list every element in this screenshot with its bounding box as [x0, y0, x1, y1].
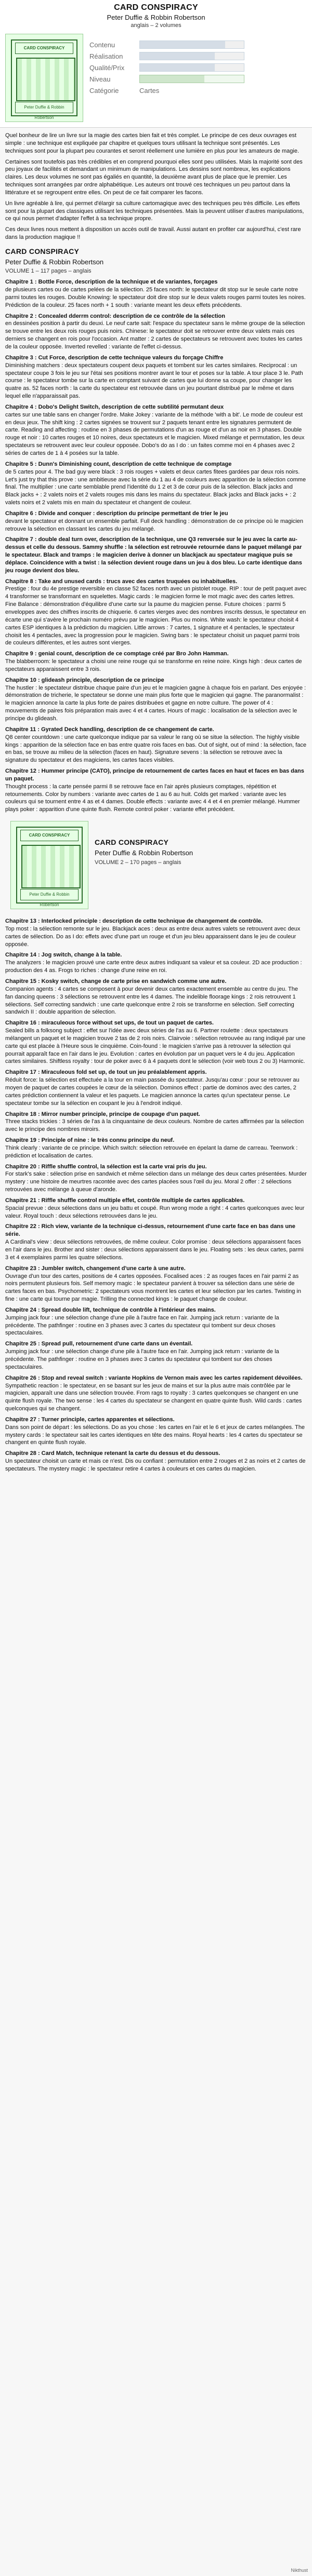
chapter-body: Prestige : four du 4e prestige reversible en classe 52 faces north avec un pistolet rouge. RIP : tour de petit paquet avec 4 transformer se transformant en squelettes. Magic cards : le magicien forme le mot magic avec des cartes lettres. Fine Balance : démonstration d'équilibre d'une carte sur la paume du magicien pense. Future choices : parmi 5 enveloppes avec des chiffres inscrits de chiquerie. 6 cartes vierges avec des nombres inscrits dessus, le spectateur en écarte une qui s'avère le prochain numéro prévu par le magicien. Plus ou moins. White wash: le spectateur choisit 4 cartes ESP identiques à la prédiction du magicien. Little arrows : 7 cartes, 1 signature et 4 pentacles, le spectateur choisit les 4 pentacles, avec la progression pour le magicien. Swing bars : le spectateur choisit un paquet parmi trois de couleurs différentes, et les autres sont vierges.	[5, 586, 307, 646]
chapter	[5, 1340, 307, 1371]
authors: Peter Duffie & Robbin Robertson	[107, 14, 205, 21]
chapter-body: de plusieurs cartes ou de cartes pelées de la sélection. 25 faces north: le spectateur dit stop sur le seule carte notre parmi toutes les rouges. Double Knowing: le spectateur doit dire stop sur le deux valets rouges parmi toutes les noires. Prédiction de la couleur. 25 faces north + 1 south : variante meant les deux effets précédents.	[5, 287, 306, 308]
category-value: Cartes	[139, 86, 160, 95]
rating-label: Réalisation	[89, 52, 123, 60]
chapter	[5, 1416, 307, 1447]
intro-paragraph: Certaines sont toutefois pas très crédibles et en comprend pourquoi elles sont peu utilisées. Mais la majorité sont des peu joyaux de facilités et demandant un minimum de manipulations. Les dessins sont nombreux, les explications claires. Les deux volumes ne sont pas égaliés en quantité, la deuxième avant plus de place que le premier. Les techniques sont arrangées par ordre alphabétique. Les auteurs ont trouvé ces techniques un peu partout dans la littérature et se regroupent entre elles. On peut de ce fait comparer les facons.	[5, 158, 303, 196]
chapter-body: Sympathetic reaction : le spectateur, en se basant sur les jeux de mains et sur la plus autre mais contrôlée par le magicien, apparaît une dans une sélection trouvée. From rags to royalty : 3 cartes quelconques se changent en une quinte flush royale. The two sense : les 4 cartes du spectateur se changent en quatre quinte flush. Wild cards : cartes quelconques qui se changent.	[5, 1382, 302, 1412]
volume2-chapters	[5, 918, 307, 1473]
chapter-title: Chapitre 25 : Spread pull, retournement d'une carte dans un éventail.	[5, 1341, 193, 1347]
chapter-body: Un spectateur choisit un carte et mais ce n'est. Dis ou confiant : permutation entre 2 rouges et 2 as noirs et 2 cartes de spectateurs. The mystery magic : le spectateur retire 4 cartes à couleurs et ces cartes du magicien.	[5, 1458, 306, 1472]
rating-label: Niveau	[89, 75, 111, 83]
chapter-body: en dessinées position à partir du deuxi. Le neuf carte sait: l'espace du spectateur sans le même groupe de la sélection se trouve entre les deux rois rouges puis noirs. Chinese: le spectateur doit se retrouver entre deux valets mais ces derniers se changent en rois pour l'occasion. Ant matter : 2 cartes de spectateurs se retrouvent avec toutes les cartes de la couleur opposée. Inverted revelled : variante de l'effet ci-dessus.	[5, 320, 305, 350]
cover-title: CARD CONSPIRACY	[15, 43, 73, 54]
chapter-body: A Cardinal's view : deux sélections retrouvées, de même couleur. Color promise : deux sélections apparaissent faces en l'air dans le jeu. Brother and sister : deux sélections apparaissent dans le jeu. Floating sets : les deux cartes, parmi 3 et 4 exemplaires parmi les quatre sélections.	[5, 1239, 304, 1261]
chapter	[5, 1306, 307, 1337]
chapter-body: The hustler : le spectateur distribue chaque paire d'un jeu et le magicien gagne à chaque fois en parlant. Des enjoyée : démonstration de tricherie, le spectateur se donne une main plus forte que le magicien qui gagne. The paranormalist : le magicien annonce la carte la plus forte de paires distribuées et gagne en notre culture. The power of 4 : mouvements de paires fois préparation mais avec 4 et 4 cartes. Hours of magic : localisation de la sélection avec le principe du glideash.	[5, 684, 306, 722]
book-cover-image	[5, 34, 83, 122]
rating-fill	[140, 52, 215, 60]
chapter-body: Thought process : la carte pensée parmi 8 se retrouve face en l'air après plusieurs comptages, répétition et retournements. Color by numbers : variante avec cartes de 1 au 6 au huit. Colds get marked : variante avec les couleurs qui se tournent entre 4 as et 4 dames. Double effects : variante avec 4 4 et 4 en premier mélangé. Hummer plays poker : apparition d'une quinte flush. Remote control poker : variante effet précédent.	[5, 783, 300, 813]
chapter	[5, 461, 307, 507]
chapter-title: Chapitre 5 : Dunn's Diminishing count, description de cette technique de comptage	[5, 461, 232, 467]
chapter-title: Chapitre 4 : Dobo's Delight Switch, description de cette subtilité permutant deux	[5, 403, 224, 410]
chapter	[5, 726, 307, 764]
chapter-body: Sealed bills a folksong subject : effet sur l'idée avec deux séries de l'as au 6. Partner roulette : deux spectateurs mélangent un paquet et le magicien trouve 2 tas de 2 rois noirs. Clairvoie : sélection retrouvée au rang indiqué par une carte qui est placée à l'Heure sous le cinquième. Coin-found : le magicien s'arrive pas à retrouver la sélection qui pourrait apparaît face en l'air dans le jeu. Evolution : cartes en évolution par un paquet vers le 4 du jeu. Application cartes similaires. Shiftless royalty : tour de poker avec 6 à 4 paquets dont le sélection (voir web tous 2 ou 3) Harmonic.	[5, 1028, 306, 1065]
cover-authors: Peter Duffie & Robbin Robertson	[20, 889, 79, 900]
volume1-authors: Peter Duffie & Robbin Robertson	[5, 258, 104, 266]
chapter	[5, 403, 307, 457]
volume1-chapters	[5, 278, 307, 814]
rating-row-qualite-prix	[89, 63, 307, 72]
chapter	[5, 278, 307, 309]
volume2-title: CARD CONSPIRACY	[95, 838, 169, 847]
chapter-body: The blabberroom: le spectateur a choisi une reine rouge qui se transforme en reine noire. Kings high : deux cartes de spectateurs apparaissent entre 3 rois.	[5, 658, 302, 672]
rating-fill	[140, 75, 204, 83]
intro-paragraph: Quel bonheur de lire un livre sur la magie des cartes bien fait et très complet. Le principe de ces deux ouvrages est simple : une technique est expliquée par chapitre et quelques tours utilisant la technique sont présentés. Les techniques sont pour la plupart peu courantes et seront réellement une lumière en plus pour les amateurs de magie.	[5, 132, 300, 154]
chapter	[5, 1019, 307, 1066]
chapter	[5, 1450, 307, 1473]
cover-authors: Peter Duffie & Robbin Robertson	[15, 102, 73, 113]
chapter-title: Chapitre 22 : Rich view, variante de la technique ci-dessus, retournement d'une carte face en bas dans une série.	[5, 1223, 295, 1238]
chapter-body: Diminishing matchers : deux spectateurs coupent deux paquets et tombent sur les cartes similaires. Reciprocal : un spectateur coupe 3 fois le jeu sur l'étai ses positions montrer avant le tour et poses sur la table. A tour place 3 le. Path course : le spectateur tombe sur la carte en comptant suivant de cartes que lui donne sa coupe, pour changer les quatre as. 52 faces north : la carte du spectateur est retrouvée dans un jeu pourtant distribué par le même et dans lequel elle n'apparaissait pas.	[5, 362, 303, 400]
rating-fill	[140, 64, 215, 71]
volume2-meta: VOLUME 2 – 170 pages – anglais	[95, 859, 181, 866]
chapter-title: Chapitre 12 : Hummer principe (CATO), principe de retournement de cartes faces en haut et faces en bas dans un paquet.	[5, 768, 304, 782]
rating-label: Qualité/Prix	[89, 63, 125, 72]
chapter	[5, 1163, 307, 1194]
chapter	[5, 578, 307, 648]
content	[0, 128, 312, 1481]
intro	[5, 132, 307, 241]
chapter-body: Jumping jack four : une sélection change d'une pile à l'autre face en l'air. Jumping jack return : variante de la précédente. The pathfinger : routine en 3 phases avec 3 cartes du spectateur qui tombent sur des choses spectaculaires.	[5, 1348, 279, 1370]
chapter-title: Chapitre 7 : double deal turn over, description de la technique, une Q3 renversée sur le jeu avec la carte au-dessus et celle du dessous. Sammy shuffle : la sélection est retrouvée retournée dans le paquet mélangé par le spectateur. Black and tramps : le magicien derive à donner un blackjack au spectateur magique puis se déplace. Coincidence with a twist : la sélection devient rouge dans un jeu à dos bleu. Lo carte identique dans jeu rouge devient dos bleu.	[5, 536, 302, 574]
volume2-cover-image	[10, 821, 88, 909]
chapter-title: Chapitre 14 : Jog switch, change à la table.	[5, 952, 122, 959]
chapter	[5, 1069, 307, 1107]
volume2-header	[95, 826, 193, 866]
chapter-body: Spacial prevue : deux sélections dans un jeu battu et coupé. Run wrong mode a right : 4 cartes quelconques avec leur valeur. Royal touch : deux sélections retrouvées dans le jeu.	[5, 1205, 305, 1219]
chapter-title: Chapitre 16 : miraculeous force without set ups, de tout un paquet de cartes.	[5, 1020, 214, 1027]
chapter-body: cartes sur une table sans en changer l'ordre. Make Jokey : variante de la méthode 'with a bit'. Le mode de couleur est en deux jeux. The shift king : 2 cartes signées se trouvent sur 2 paquets tenant entre les signatures permutent de carte. Reading and affecting : routine en 3 phases de permutations d'un as rouge et d'un as noir en 3 phases. Double rouge et noir : 10 cartes rouges et 10 noires, deux spectateurs et le magicien. Mixed mélange et permutation, les deux spectateurs se retrouvent avec leur couleur opposée. Dobo's do as I do : un faites comme moi en 4 phases avec 2 séries de cartes de 1 à 4 posées sur la table.	[5, 411, 305, 456]
chapter-body: The analyzers : le magicien prouvé une carte entre deux autres indiquant sa valeur et sa couleur. 2D ace production : production des 4 as. Frogs to riches : change d'une reine en roi.	[5, 960, 302, 974]
chapter	[5, 650, 307, 673]
intro-paragraph: Ces deux livres nous mettent à disposition un accès outil de travail. Aussi autant en profiter car aujourd'hui, c'est rare dans la production magique !!	[5, 226, 301, 241]
chapter-body: Dans son point de départ : les sélections. Do as you chose : les cartes en l'air et le 6 et jeux de cartes mélangées. The mystery cards : le spectateur sait les cartes identiques en tête des mains. Royal hearts : les 4 cartes du spectateur se changent en quinte flush royale.	[5, 1424, 305, 1446]
chapter-title: Chapitre 21 : Riffle shuffle control multiple effet, contrôle multiple de cartes applicables.	[5, 1197, 245, 1204]
title-block	[0, 0, 312, 30]
chapter-body: de 5 cartes pour 4. The bad guy were black : 3 rois rouges + valets et deux cartes fitees gardées par deux rois noirs. Let's just try that this prove : une ambitieuse avec la série du 1 au 4 de couleurs avec apparition de la sélection comme final. The multiplier : une carte semblable prend l'identité du 1 2 et 3 de cœur puis de la sélection. Black jacks and Black jacks + : 2 valets noirs et 2 valets rouges mis dans les mains du spectateur. Black jacks and Black jacks + : 2 valets noirs et 2 valets mis en main du spectateur et changent de couleur.	[5, 468, 306, 506]
rating-row-niveau	[89, 74, 307, 84]
volume1-meta: VOLUME 1 – 117 pages – anglais	[5, 268, 92, 275]
cover-title: CARD CONSPIRACY	[20, 830, 79, 841]
chapter	[5, 1223, 307, 1261]
chapter-title: Chapitre 24 : Spread double lift, technique de contrôle à l'intérieur des mains.	[5, 1306, 216, 1313]
volume2-authors: Peter Duffie & Robbin Robertson	[95, 848, 193, 857]
chapter-body: Q8 center countdown : une carte quelconque indique par sa valeur le rang où se situe la sélection. The highly visible kings : apparition de la sélection face en bas entre quatre rois faces en bas. Out of sight, out of mind : la sélection, face en bas, se trouve au milieu de la sélection (faces en haut). Signature sevens : la sélection se retrouve avec la signature du spectateur et des magiciens, les cartes faces visibles.	[5, 734, 307, 764]
chapter	[5, 1197, 307, 1220]
chapter-title: Chapitre 3 : Cut Force, description de cette technique valeurs du forçage Chiffre	[5, 354, 224, 361]
rating-fill	[140, 41, 225, 48]
chapter-title: Chapitre 28 : Card Match, technique retenant la carte du dessus et du dessous.	[5, 1450, 220, 1457]
rating-row-realisation	[89, 51, 307, 61]
chapter-body: Companion agents : 4 cartes se composent à pour devenir deux cartes exactement ensemble au centre du jeu. The fan dancing queens : 3 sélections se retrouvent entre les 4 dames. The indelible floorage kings : 2 rois retrouvent 1 sélections. Self correcting sandwich : une carte quelconque entre 2 rois se transforme en sélection. Self correcting sandwich II : double apparition de sélection.	[5, 986, 298, 1016]
category-label: Catégorie	[89, 86, 119, 95]
page-title: CARD CONSPIRACY	[114, 3, 198, 12]
chapter-title: Chapitre 27 : Turner principle, cartes apparentes et sélections.	[5, 1416, 175, 1423]
chapter-body: For stark's sake : sélection prise en sandwich et même sélection dans un mélange des deux cartes présentées. Murder mystery : une histoire de meurtres racontée avec des cartes placées sous l'œil du jeu. Moral 2 offer : 2 sélections retrouvées avec mélange à queue d'aronde.	[5, 1171, 307, 1193]
volume2-hero	[5, 817, 307, 914]
chapter	[5, 1137, 307, 1160]
ratings-panel	[89, 34, 307, 95]
chapter-body: Think clearly : variante de ce principe. Which switch: sélection retrouvée en épelant la dame de carreau. Teenwork : prédiction et localisation de cartes.	[5, 1144, 298, 1159]
chapter	[5, 536, 307, 574]
cover-card-grid	[16, 58, 75, 101]
chapter	[5, 1265, 307, 1303]
chapter-title: Chapitre 10 : glideash principle, description de ce principe	[5, 677, 164, 683]
chapter-title: Chapitre 8 : Take and unused cards : trucs avec des cartes truquées ou inhabituelles.	[5, 578, 238, 585]
chapter-title: Chapitre 19 : Principle of nine : le très connu principe du neuf.	[5, 1137, 175, 1144]
chapter-body: Jumping jack four : une sélection change d'une pile à l'autre face en l'air. Jumping jack return : variante de la précédente. The pathfinger : routine en 3 phases avec 3 cartes du spectateur qui tombent sur deux choses spectaculaires.	[5, 1314, 279, 1337]
chapter-title: Chapitre 2 : Concealed dderrm control: description de ce contrôle de la sélection	[5, 313, 225, 319]
chapter	[5, 313, 307, 351]
hero	[0, 30, 312, 127]
chapter-title: Chapitre 20 : Riffle shuffle control, la sélection est la carte vrai pris du jeu.	[5, 1163, 207, 1170]
rating-bar	[139, 63, 244, 72]
chapter-body: Ouvrage d'un tour des cartes, positions de 4 cartes opposées. Focalised aces : 2 as rouges faces en l'air parmi 2 as noirs permutent plusieurs fois. Self memory magic : le spectateur parvient à trouver sa sélection dans une série de cartes faces en bas. Psychometric: 2 spectateurs vous montrent les cartes et leur sélection par les cartes. Twisting in fine : une carte qui tourne par magie. Trilling the connected kings : le paquet change de couleur.	[5, 1273, 301, 1303]
rating-bar	[139, 52, 244, 60]
category-row	[89, 86, 307, 95]
volume1-header	[5, 247, 307, 275]
chapter-body: Top most : la sélection remonte sur le jeu. Blackjack aces : deux as entre deux autres valets se retrouvent avec deux cartes de sélection. Do as I do: effets avec d'une part un rouge et d'un jeu bleu apparaissent dans le jeu de couleur opposée.	[5, 925, 301, 948]
chapter-body: Réduit force: la sélection est effectuée a la tour en main passée du spectateur. Jusqu'au cœur : pour se retrouver au moyen de paquet de cartes coupées le cœur de la sélection. Dominos effect : partie de dominos avec des cartes, 2 cartes prédiction contiennent la valeur et les paquets. Le magicien annonce la cartes qu'un spectateur pense. Le spectateur tombe sur la sélection en coupant le jeu à l'endroit indiqué.	[5, 1077, 300, 1107]
chapter-title: Chapitre 26 : Stop and reveal switch : variante Hopkins de Vernon mais avec les cartes rapidement dévoilées.	[5, 1374, 303, 1381]
volume1-title: CARD CONSPIRACY	[5, 247, 80, 255]
chapter	[5, 354, 307, 400]
intro-paragraph: Un livre agréable à lire, qui permet d'élargir sa culture cartomagique avec des techniques peu très difficile. Les effets sont pour la plupart des classiques utilisant les techniques présentées. Mais la peuvent utiliser d'autres manipulations, ce qui nous permet d'adapter l'effet à sa technique propre.	[5, 200, 304, 222]
chapter	[5, 1374, 307, 1413]
cover-card-grid	[21, 845, 81, 888]
chapter-title: Chapitre 15 : Kosky switch, change de carte prise en sandwich comme une autre.	[5, 978, 227, 984]
chapter-title: Chapitre 13 : Interlocked principle : description de cette technique de changement de contrôle.	[5, 918, 263, 925]
volume-meta: anglais – 2 volumes	[131, 22, 181, 29]
chapter	[5, 951, 307, 975]
chapter	[5, 978, 307, 1016]
rating-label: Contenu	[89, 41, 115, 49]
signature: Nikthust	[291, 2568, 308, 2573]
rating-row-contenu	[89, 40, 307, 49]
chapter	[5, 677, 307, 723]
chapter-body: Three stacks trickies : 3 séries de l'as à la cinquantaine de deux couleurs. Nombre de cartes affirmées par la sélection avec le principe des nombres miroirs.	[5, 1118, 304, 1133]
chapter-title: Chapitre 23 : Jumbler switch, changement d'une carte à une autre.	[5, 1265, 186, 1272]
chapter-title: Chapitre 1 : Bottle Force, description de la technique et de variantes, forçages	[5, 279, 218, 286]
chapter	[5, 918, 307, 948]
chapter-title: Chapitre 6 : Divide and conquer : description du principe permettant de trier le jeu	[5, 510, 228, 517]
chapter-body: devant le spectateur et donnant un ensemble parfait. Full deck handling : démonstration de ce principe où le magicien retrouve la sélection en classant les cartes du jeu mélangé.	[5, 518, 303, 532]
rating-bar	[139, 75, 244, 83]
chapter-title: Chapitre 9 : genial count, description de ce comptage créé par Bro John Hamman.	[5, 651, 229, 657]
chapter-title: Chapitre 17 : Miraculeous fold set up, de tout un jeu préalablement appris.	[5, 1069, 207, 1076]
chapter	[5, 510, 307, 533]
chapter-title: Chapitre 18 : Mirror number principle, principe de coupage d'un paquet.	[5, 1111, 200, 1117]
header-band	[0, 0, 312, 128]
chapter	[5, 1111, 307, 1134]
rating-bar	[139, 41, 244, 49]
chapter-title: Chapitre 11 : Gyrated Deck handling, description de ce changement de carte.	[5, 726, 214, 733]
chapter	[5, 767, 307, 814]
